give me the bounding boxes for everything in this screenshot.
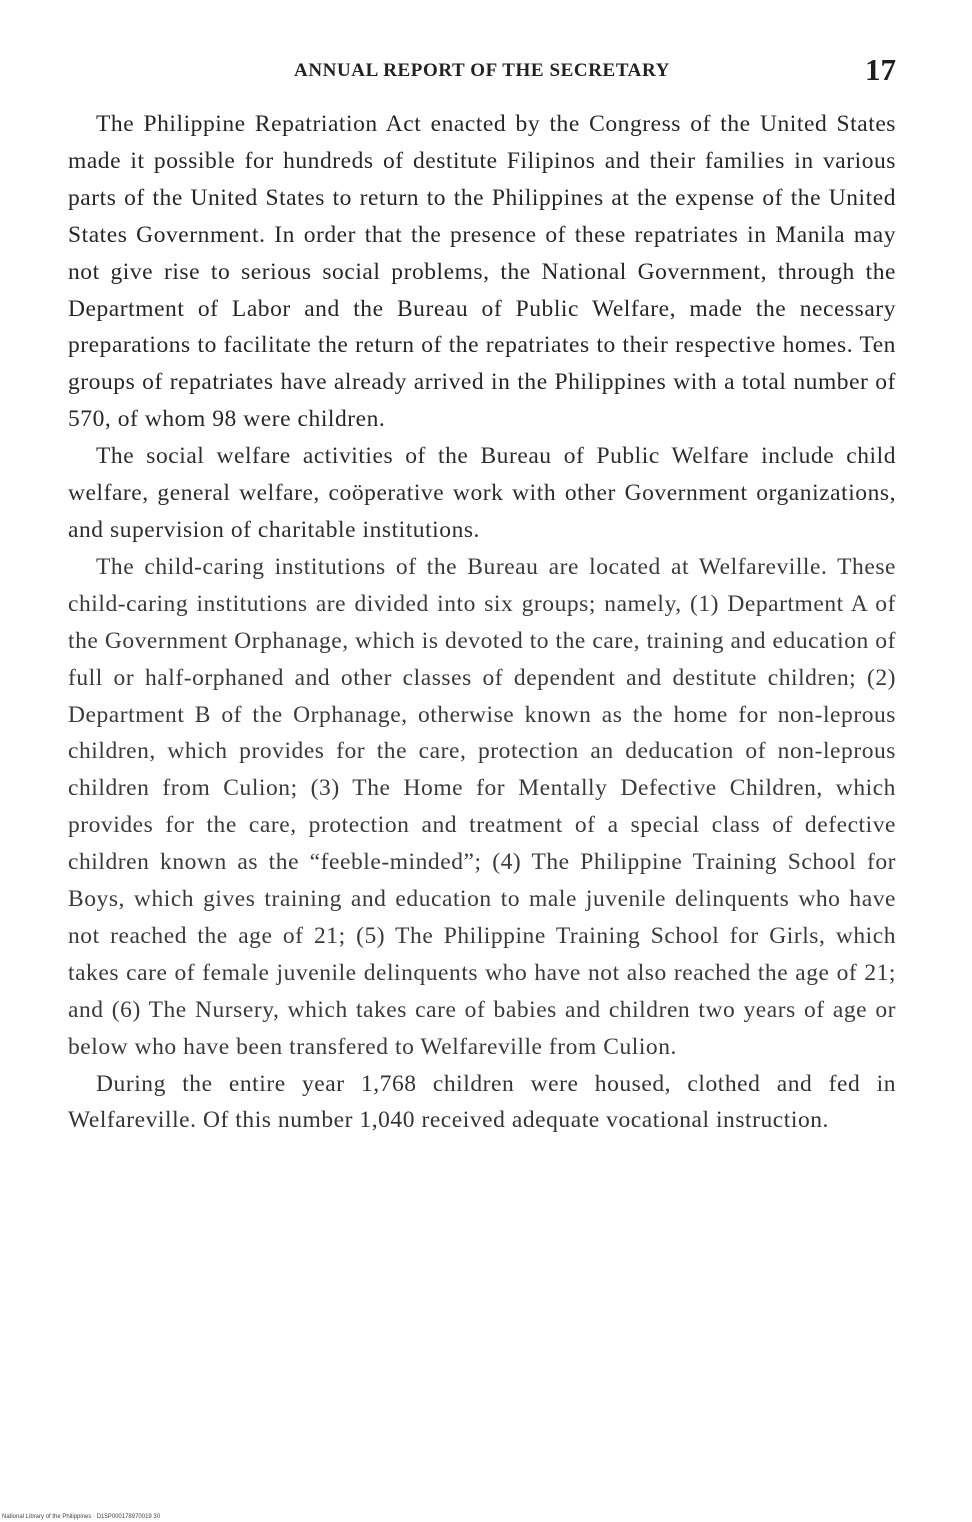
paragraph-repatriation: The Philippine Repatriation Act enacted by the Congress of the United States made it possible for hundreds of destitute Filipinos and their families in various parts of the United States to return to the Philippines at the expense of the United States Government. In order that the presence of these repatriates in Manila may not give rise to serious social problems, the National Government, through the Department of Labor and the Bureau of Public Welfare, made the necessary preparations to facilitate the return of the repatriates to their respective homes. Ten groups of repatriates have already arrived in the Philippines with a total number of 570, of whom 98 were children. <box>68 111 896 433</box>
running-head <box>68 52 896 92</box>
page-number: 17 <box>865 52 896 87</box>
paragraph-children-housed: During the entire year 1,768 children were housed, clothed and fed in Welfareville. Of this number 1,040 received adequate vocational instruction. <box>68 1070 896 1134</box>
scan-credit: National Library of the Philippines · D15P000178970019 30 <box>2 1514 161 1520</box>
paragraph-social-welfare: The social welfare activities of the Bureau of Public Welfare include child welfare, general welfare, coöperative work with other Government organizations, and supervision of charitable institutions. <box>68 443 896 543</box>
running-title: ANNUAL REPORT OF THE SECRETARY <box>294 60 670 81</box>
paragraph-child-caring-institutions: The child-caring institutions of the Bureau are located at Welfareville. These child-caring institutions are divided into six groups; namely, (1) Department A of the Government Orphanage, which is devoted to the care, training and education of full or half-orphaned and other classes of dependent and destitute children; (2) Department B of the Orphanage, otherwise known as the home for non-leprous children, which provides for the care, protection an deducation of non-leprous children from Culion; (3) The Home for Mentally Defective Children, which provides for the care, protection and treatment of a special class of defective children known as the “feeble-minded”; (4) The Philippine Training School for Boys, which gives training and education to male juvenile delinquents who have not reached the age of 21; (5) The Philippine Training School for Girls, which takes care of female juvenile delinquents who have not also reached the age of 21; and (6) The Nursery, which takes care of babies and children two years of age or below who have been transfered to Welfareville from Culion. <box>68 553 896 1060</box>
body-text <box>68 106 896 1139</box>
